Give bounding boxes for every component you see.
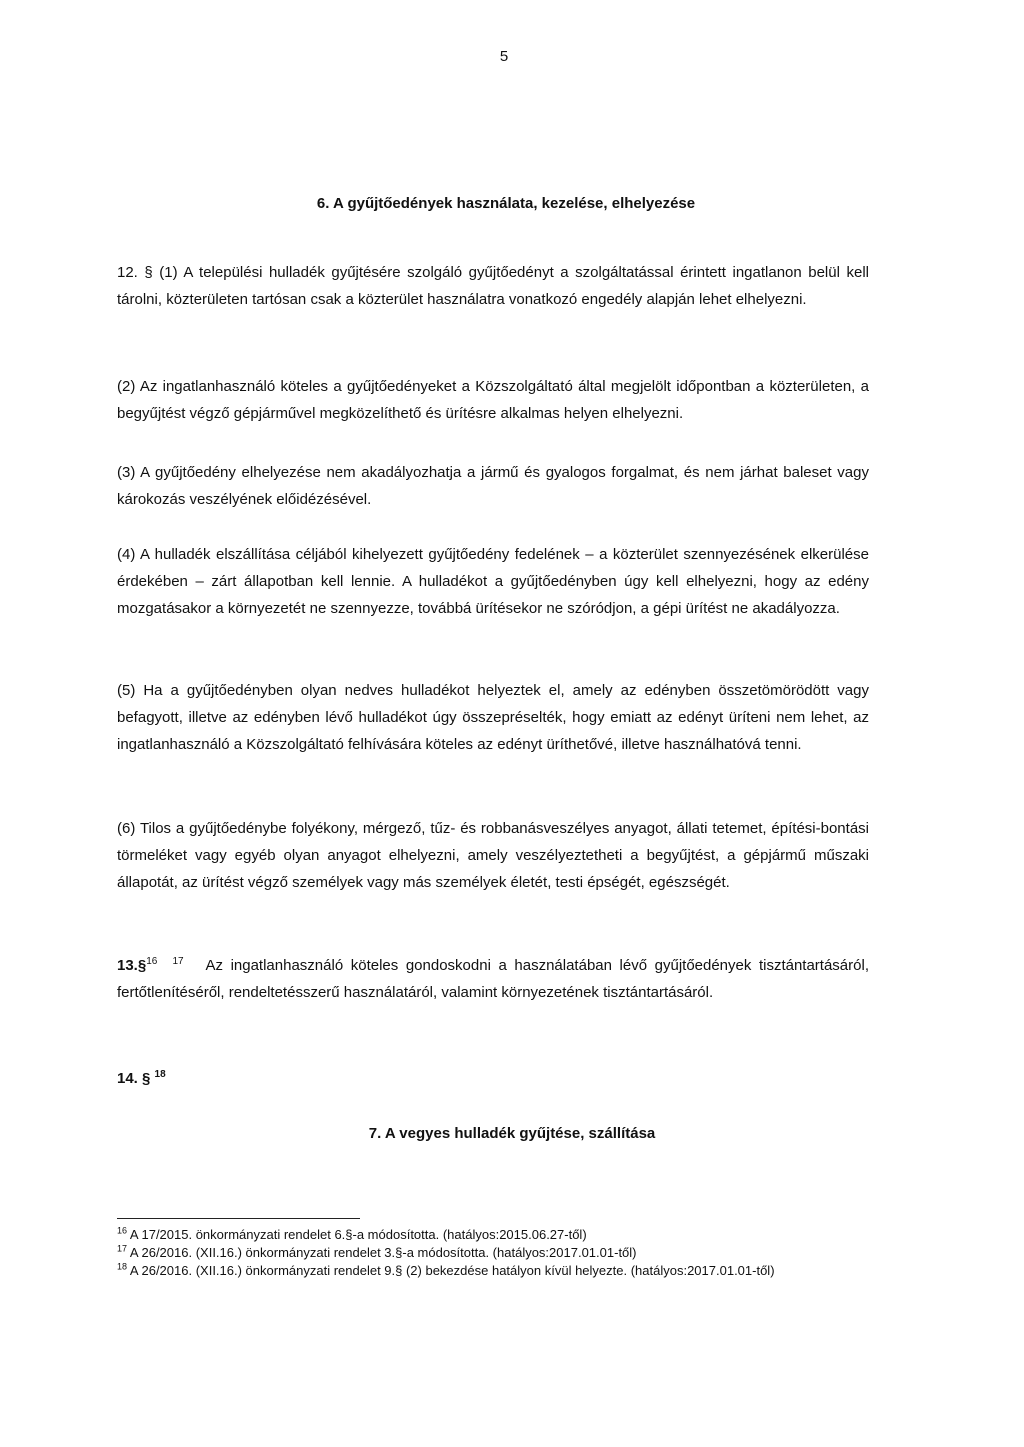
paragraph-12-1 [117, 259, 869, 313]
paragraph-12-3: (3) A gyűjtőedény elhelyezése nem akadályozhatja a jármű és gyalogos forgalmat, és nem járhat baleset vagy károkozás veszélyének előidézésével. [117, 464, 869, 508]
footnote-divider [117, 1218, 360, 1219]
footnote-ref-16[interactable]: 16 [146, 956, 158, 967]
page-number: 5 [499, 48, 509, 65]
footnote-number: 18 [117, 1261, 128, 1272]
paragraph-14-label: 14. § [117, 1070, 151, 1087]
paragraph-12-1-text: (1) A települési hulladék gyűjtésére szolgáló gyűjtőedényt a szolgáltatással érintett ingatlanon belül kell tárolni, közterületen tartósan csak a közterület használatra vonatkozó engedély alapján lehet elhelyezni. [117, 264, 869, 308]
paragraph-13-label: 13.§ [117, 957, 147, 974]
paragraph-12-4: (4) A hulladék elszállítása céljából kihelyezett gyűjtőedény fedelének – a közterület szennyezésének elkerülése érdekében – zárt állapotban kell lennie. A hulladékot a gyűjtőedényben úgy kell elhelyezni, hogy az edény mozgatásakor a környezetét ne szennyezze, továbbá ürítésekor ne szóródjon, a gépi ürítést ne akadályozza. [117, 546, 869, 617]
footnote-ref-18[interactable]: 18 [154, 1069, 166, 1080]
paragraph-13-text: Az ingatlanhasználó köteles gondoskodni a használatában lévő gyűjtőedények tisztántartásáról, fertőtlenítéséről, rendeltetésszerű használatáról, valamint környezetének tisztántartásáról. [117, 957, 869, 1001]
paragraph-12-5: (5) Ha a gyűjtőedényben olyan nedves hulladékot helyeztek el, amely az edényben összetömörödött vagy befagyott, illetve az edényben lévő hulladékot úgy összepréselték, hogy emiatt az edényt üríteni nem lehet, az ingatlanhasználó a Közszolgáltató felhívására köteles az edényt üríthetővé, illetve használhatóvá tenni. [117, 682, 869, 753]
section-6-heading: 6. A gyűjtőedények használata, kezelése, elhelyezése [316, 195, 696, 212]
paragraph-13 [117, 952, 869, 1006]
paragraph-12-label: 12. § [117, 264, 153, 281]
footnote-text: A 26/2016. (XII.16.) önkormányzati rendelet 9.§ (2) bekezdése hatályon kívül helyezte. (hatályos:2017.01.01-től) [129, 1263, 775, 1278]
footnotes [117, 1226, 879, 1280]
footnote-text: A 17/2015. önkormányzati rendelet 6.§-a módosította. (hatályos:2015.06.27-től) [129, 1227, 587, 1242]
footnote-17 [117, 1244, 879, 1262]
footnote-18 [117, 1262, 879, 1280]
paragraph-12-2: (2) Az ingatlanhasználó köteles a gyűjtőedényeket a Közszolgáltató által megjelölt időpontban a közterületen, a begyűjtést végző gépjárművel megközelíthető és ürítésre alkalmas helyen elhelyezni. [117, 378, 869, 422]
footnote-16 [117, 1226, 879, 1244]
section-7-heading: 7. A vegyes hulladék gyűjtése, szállítása [368, 1125, 656, 1142]
paragraph-14 [117, 1065, 869, 1092]
footnote-number: 16 [117, 1225, 128, 1236]
paragraph-12-6: (6) Tilos a gyűjtőedénybe folyékony, mérgező, tűz- és robbanásveszélyes anyagot, állati tetemet, építési-bontási törmeléket vagy egyéb olyan anyagot elhelyezni, amely veszélyeztetheti a begyűjtést, a gépjármű műszaki állapotát, az ürítést végző személyek vagy más személyek életét, testi épségét, egészségét. [117, 820, 869, 891]
footnote-text: A 26/2016. (XII.16.) önkormányzati rendelet 3.§-a módosította. (hatályos:2017.01.01-től) [129, 1245, 637, 1260]
footnote-number: 17 [117, 1243, 128, 1254]
footnote-ref-17[interactable]: 17 [172, 956, 184, 967]
